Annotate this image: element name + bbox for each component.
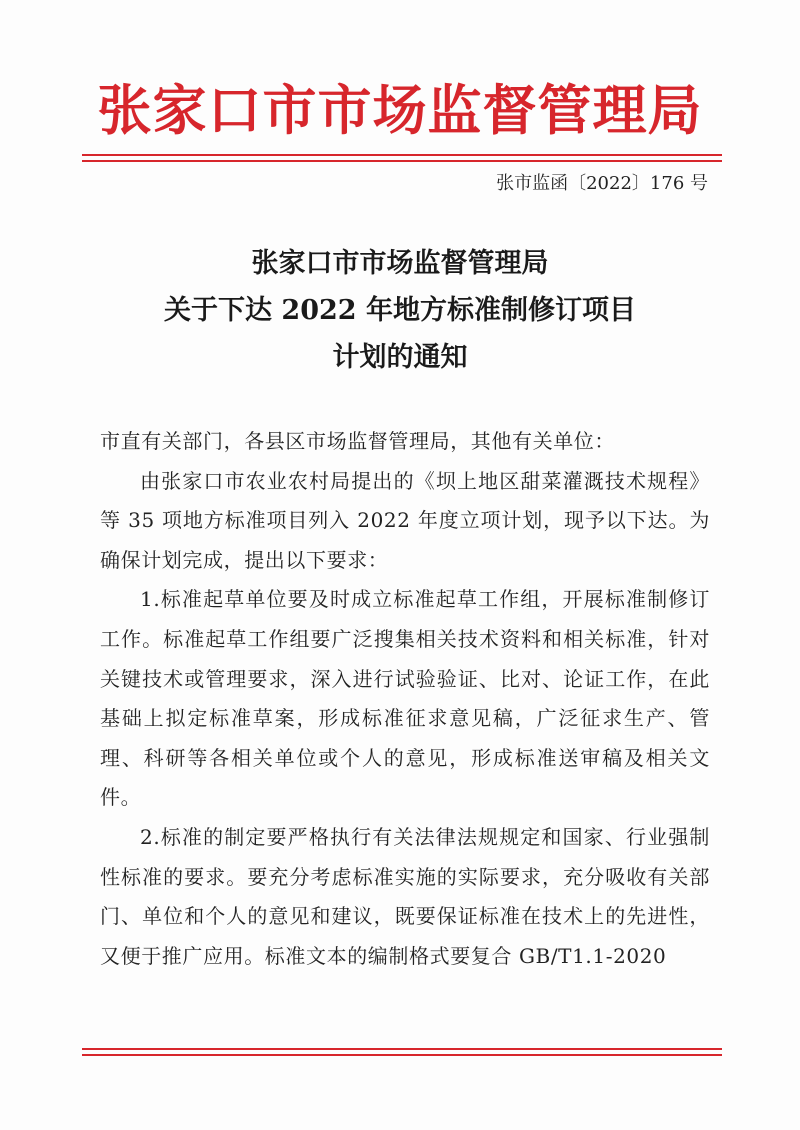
header-double-rule-top — [82, 154, 722, 156]
footer-double-rule-bottom — [82, 1054, 722, 1056]
header-double-rule-bottom — [82, 160, 722, 162]
requirement-item-1: 1.标准起草单位要及时成立标准起草工作组，开展标准制修订工作。标准起草工作组要广泛搜集相关技术资料和相关标准，针对关键技术或管理要求，深入进行试验验证、比对、论证工作，在此基础上拟定标准草案，形成标准征求意见稿，广泛征求生产、管理、科研等各相关单位或个人的意见，形成标准送审稿及相关文件。 — [100, 587, 710, 810]
document-number: 张市监函〔2022〕176 号 — [496, 173, 708, 194]
requirement-item-2: 2.标准的制定要严格执行有关法律法规规定和国家、行业强制性标准的要求。要充分考虑标准实施的实际要求，充分吸收有关部门、单位和个人的意见和建议，既要保证标准在技术上的先进性，又便于推广应用。标准文本的编制格式要复合 GB/T1.1-2020 — [100, 824, 710, 968]
agency-letterhead: 张家口市市场监督管理局 — [97, 79, 703, 142]
footer-double-rule-top — [82, 1048, 722, 1050]
title-line-3: 计划的通知 — [332, 342, 468, 373]
paragraph-intro: 由张家口市农业农村局提出的《坝上地区甜菜灌溉技术规程》等 35 项地方标准项目列入 2022 年度立项计划，现予以下达。为确保计划完成，提出以下要求： — [100, 468, 710, 572]
salutation: 市直有关部门，各县区市场监督管理局，其他有关单位： — [100, 429, 615, 453]
document-title — [80, 240, 720, 381]
title-line-2: 关于下达 2022 年地方标准制修订项目 — [164, 295, 636, 326]
document-body — [100, 422, 710, 976]
title-line-1: 张家口市市场监督管理局 — [251, 248, 549, 279]
